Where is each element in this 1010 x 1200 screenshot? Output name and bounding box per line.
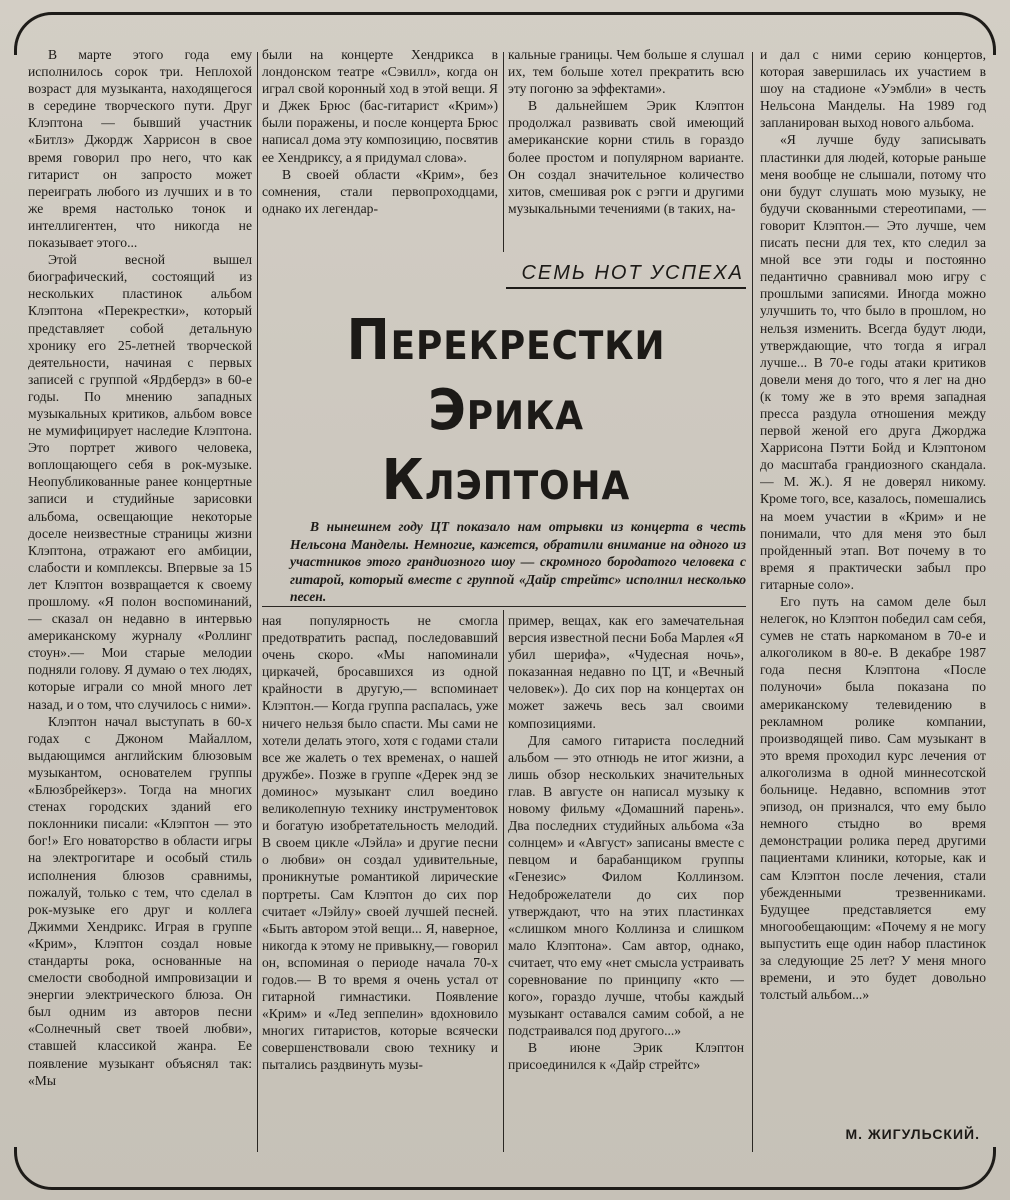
paragraph: В марте этого года ему исполнилось сорок три. Неплохой возраст для музыканта, находящегося в середине творческого пути. Друг Клэптона — бывший участник «Битлз» Джордж Харрисон в свое время говорил про него, что как гитарист он запросто может переиграть любого из лучших и в то же время настолько тонок и интеллигентен, что никогда не показывает этого... xyxy=(28,47,252,251)
lead-divider xyxy=(262,606,746,607)
paragraph: В июне Эрик Клэптон присоединился к «Дайр стрейтс» xyxy=(508,1040,744,1073)
paragraph: кальные границы. Чем больше я слушал их, тем больше хотел прекратить всю эту погоню за эффектами». xyxy=(508,47,744,97)
column-rule xyxy=(503,52,504,252)
article-lead: В нынешнем году ЦТ показало нам отрывки из концерта в честь Нельсона Манделы. Немногие, кажется, обратили внимание на одного из участников этого грандиозного шоу — скромного бородатого человека с гитарой, который вместе с группой «Дайр стрейтс» исполнил несколько песен. xyxy=(290,519,746,605)
paragraph: Его путь на самом деле был нелегок, но Клэптон победил сам себя, сумев не стать наркоманом в 70-е и алкоголиком в 80-е. В декабре 1987 года песня Клэптона «После полуночи» была показана по американскому телевидению в рекламном ролике компании, производящей пиво. Сам музыкант в это время проходил курс лечения от алкоголизма в одной миннесотской больнице. Недавно, вспомнив этот эпизод, он признался, что ему было немного стыдно во время демонстрации ролика перед другими пациентами клиники, которые, как и сам Клэптон после лечения, стали убежденными трезвенниками. Будущее представляется ему многообещающим: «Почему я не могу выпустить еще один набор пластинок за следующие 25 лет? У меня много времени, и это будет довольно толстый альбом...» xyxy=(760,594,986,1003)
article-column-3-top xyxy=(508,46,744,256)
paragraph: Клэптон начал выступать в 60-х годах с Джоном Майаллом, выдающимся английским блюзовым музыкантом, основателем группы «Блюзбрейкерз». Тогда на многих стенах городских зданий его поклонники писали: «Клэптон — это бог!» Его новаторство в области игры на электрогитаре и особый стиль исполнения блюзов сравнимы, пожалуй, только с тем, что сделал в рок-музыке его друг и коллега Джимми Хендрикс. Играя в группе «Крим», Клэптон создал новые стандарты рока, основанные на смелости свободной импровизации и энергии электрического блюза. Он был одним из авторов песни «Солнечный свет твоей любви», ставшей классикой жанра. Ее появление музыкант объяснял так: «Мы xyxy=(28,713,252,1088)
paragraph: пример, вещах, как его замечательная версия известной песни Боба Марлея «Я убил шерифа», «Чудесная ночь», показанная недавно по ЦТ, и «Вечный человек»). До сих пор на концертах он может зажечь весь зал своими композициями. xyxy=(508,613,744,731)
column-rule xyxy=(257,52,258,1152)
rubric-underline xyxy=(506,287,746,289)
article-headline xyxy=(287,306,725,513)
article-column-2-top xyxy=(262,46,498,236)
headline-line: Перекрестки xyxy=(346,308,666,373)
paragraph: ная популярность не смогла предотвратить распад, последовавший очень скоро. «Мы напоминали циркачей, бросавшихся из одной крайности в другую,— вспоминает Клэптон.— Когда группа распалась, уже ничего нельзя было спасти. Мы сами не хотели делать этого, хотя с годами стали все же жалеть о тех временах, о нашей дружбе». Позже в группе «Дерек энд зе доминос» музыкант слил воедино великолепную технику инструментовок и богатую изобретательность мелодий. В своем цикле «Лэйла» и другие песни о любви» он создал удивительные, проникнутые романтикой лирические портреты. Сам Клэптон до сих пор считает «Лэйлу» своей лучшей песней. «Быть автором этой вещи... Я, наверное, никогда к этому не привыкну,— говорил он, вспоминая о периоде начала 70-х годов.— В то время я очень устал от гитарной гимнастики. Появление «Крим» и «Лед зеппелин» вдохновило многих гитаристов, которые всячески совершенствовали свою технику и пытались раздвинуть музы- xyxy=(262,613,498,1073)
section-rubric: СЕМЬ НОТ УСПЕХА xyxy=(521,262,744,284)
article-column-2-bottom xyxy=(262,612,498,1152)
paragraph: были на концерте Хендрикса в лондонском театре «Сэвилл», когда он играл свой коронный ход в этой вещи. Я и Джек Брюс (бас-гитарист «Крим») были поражены, и после концерта Брюс написал дома эту композицию, посвятив ее Хендриксу, а я придумал слова». xyxy=(262,47,498,165)
paragraph: Этой весной вышел биографический, состоящий из нескольких пластинок альбом Клэптона «Перекрестки», который представляет собой детальную хронику его 25-летней творческой деятельности, начиная с первых записей с группой «Ярдбердз» в 60-е годы. По мнению западных музыкальных критиков, альбом вовсе не мумифицирует наследие Клэптона. Это портрет живого человека, воплощающего себя в рок-музыке. Неопубликованные ранее концертные записи и студийные зарисовки альбома, освещающие некоторые доселе неизвестные страницы жизни Клэптона, отражают его амбиции, слабости и комплексы. Впервые за 15 лет Клэптон возвращается к своему прошлому. «Я полон воспоминаний,— сказал он недавно в интервью американскому журналу «Роллинг стоун».— Мои старые мелодии подняли голову. Я думаю о тех людях, которые играли со мной много лет назад, и о том, что случилось с ними». xyxy=(28,252,252,712)
author-signature: М. ЖИГУЛЬСКИЙ. xyxy=(845,1126,980,1142)
paragraph: В своей области «Крим», без сомнения, стали первопроходцами, однако их легендар- xyxy=(262,166,498,216)
headline-line: Клэптона xyxy=(381,448,631,513)
paragraph: В дальнейшем Эрик Клэптон продолжал развивать свой имеющий американские корни стиль в гораздо более простом и популярном варианте. Он создал значительное количество хитов, смешивая рок с рэгги и другими музыкальными течениями (в таких, на- xyxy=(508,98,744,216)
article-column-4 xyxy=(760,46,986,1146)
article-column-3-bottom xyxy=(508,612,744,1152)
column-rule xyxy=(503,610,504,1152)
headline-line: Эрика xyxy=(428,378,584,443)
paragraph: Для самого гитариста последний альбом — это отнюдь не итог жизни, а лишь обзор нескольких значительных глав. В августе он написал музыку к новому фильму «Домашний парень». Два последних студийных альбома «За солнцем» и «Август» записаны вместе с певцом и барабанщиком группы «Генезис» Филом Коллинзом. Недоброжелатели до сих пор утверждают, что на этих пластинках «слишком много Коллинза и слишком мало Клэптона». Сам автор, однако, считает, что ему «нет смысла устраивать соревнование по принципу «кто — кого», гораздо лучше, чтобы каждый музыкант оставался самим собой, а не подстраивался под другого...» xyxy=(508,732,744,1039)
paragraph: и дал с ними серию концертов, которая завершилась их участием в шоу на стадионе «Уэмбли» в честь Нельсона Манделы. На 1989 год запланирован выход нового альбома. xyxy=(760,47,986,131)
column-rule xyxy=(752,52,753,1152)
article-column-1 xyxy=(28,46,252,1158)
paragraph: «Я лучше буду записывать пластинки для людей, которые раньше меня вообще не слышали, потому что они будут слушать мою музыку, не будучи скованными стереотипами, — говорит Клэптон.— Это лучше, чем писать песни для тех, кто следил за мной все эти годы и постоянно педантично сравнивал мою игру с прошлыми записями. Иногда можно улучшить то, что было в прошлом, но нельзя изменить. Всегда будут люди, утверждающие, что тогда я играл лучше... В 70-е годы атаки критиков довели меня до того, что я лег на дно (к тому же в это время западная пресса раздула отношения между первой женой его друга Джорджа Харрисона Пэтти Бойд и Клэптоном до масштаба грандиозного скандала.— М. Ж.). Я не доверял никому. Кроме того, все, казалось, помешались на моем участии в «Крим» и не понимали, что для меня это был пройденный этап. Вот почему в то время я практически забыл про гитарные соло». xyxy=(760,132,986,592)
